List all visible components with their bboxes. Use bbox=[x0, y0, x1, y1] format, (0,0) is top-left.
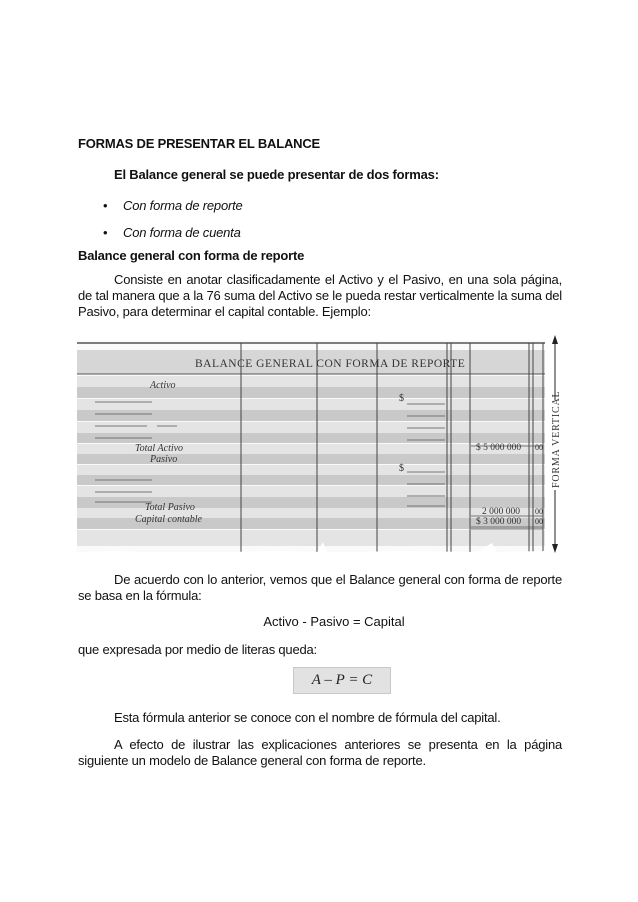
balance-figure-drawing bbox=[77, 330, 562, 555]
bullet-dot: • bbox=[103, 198, 108, 213]
figure-side-label: FORMA VERTICAL bbox=[551, 390, 562, 488]
figure-amount-total-activo: $ 5 000 000 bbox=[476, 443, 522, 453]
figure-total-pasivo: Total Pasivo bbox=[145, 502, 195, 513]
figure-dollar-activo: $ bbox=[399, 393, 404, 404]
paragraph-2 bbox=[78, 572, 562, 604]
intro-text: El Balance general se puede presentar de dos formas: bbox=[114, 167, 439, 182]
figure-cents: 00 bbox=[535, 517, 543, 526]
formula-text: Activo - Pasivo = Capital bbox=[263, 614, 405, 629]
figure-cents: 00 bbox=[535, 443, 543, 452]
figure-dollar-pasivo: $ bbox=[399, 463, 404, 474]
figure-amount-total-pasivo: 2 000 000 bbox=[482, 507, 520, 517]
figure-title: BALANCE GENERAL CON FORMA DE REPORTE bbox=[195, 358, 466, 370]
formula-letters-image: A – P = C bbox=[293, 667, 391, 694]
figure-amount-capital: $ 3 000 000 bbox=[476, 517, 522, 527]
balance-figure bbox=[77, 330, 562, 555]
paragraph-1-text: Consiste en anotar clasificadamente el Activo y el Pasivo, en una sola página, de tal manera que a la 76 suma del Activo se le pueda restar verticalmente la suma del Pasivo, para determinar el capital contable. Ejemplo: bbox=[78, 272, 562, 319]
list-item-text: Con forma de reporte bbox=[123, 198, 243, 213]
figure-capital-contable: Capital contable bbox=[135, 514, 202, 525]
bullet-dot: • bbox=[103, 225, 108, 240]
paragraph-3: que expresada por medio de literas queda: bbox=[78, 642, 317, 657]
section-heading: FORMAS DE PRESENTAR EL BALANCE bbox=[78, 136, 320, 151]
figure-activo: Activo bbox=[150, 380, 176, 391]
list-item-text: Con forma de cuenta bbox=[123, 225, 241, 240]
paragraph-4-text: Esta fórmula anterior se conoce con el nombre de fórmula del capital. bbox=[114, 710, 501, 725]
figure-pasivo: Pasivo bbox=[150, 454, 178, 465]
paragraph-1 bbox=[78, 272, 562, 320]
figure-cents: 00 bbox=[535, 507, 543, 516]
subheading: Balance general con forma de reporte bbox=[78, 248, 305, 263]
paragraph-2-text: De acuerdo con lo anterior, vemos que el Balance general con forma de reporte se basa en la fórmula: bbox=[78, 572, 562, 603]
paragraph-4 bbox=[78, 710, 562, 726]
paragraph-5-text: A efecto de ilustrar las explicaciones anteriores se presenta en la página siguiente un modelo de Balance general con forma de reporte. bbox=[78, 737, 562, 768]
figure-total-activo: Total Activo bbox=[135, 443, 184, 454]
paragraph-5 bbox=[78, 737, 562, 769]
